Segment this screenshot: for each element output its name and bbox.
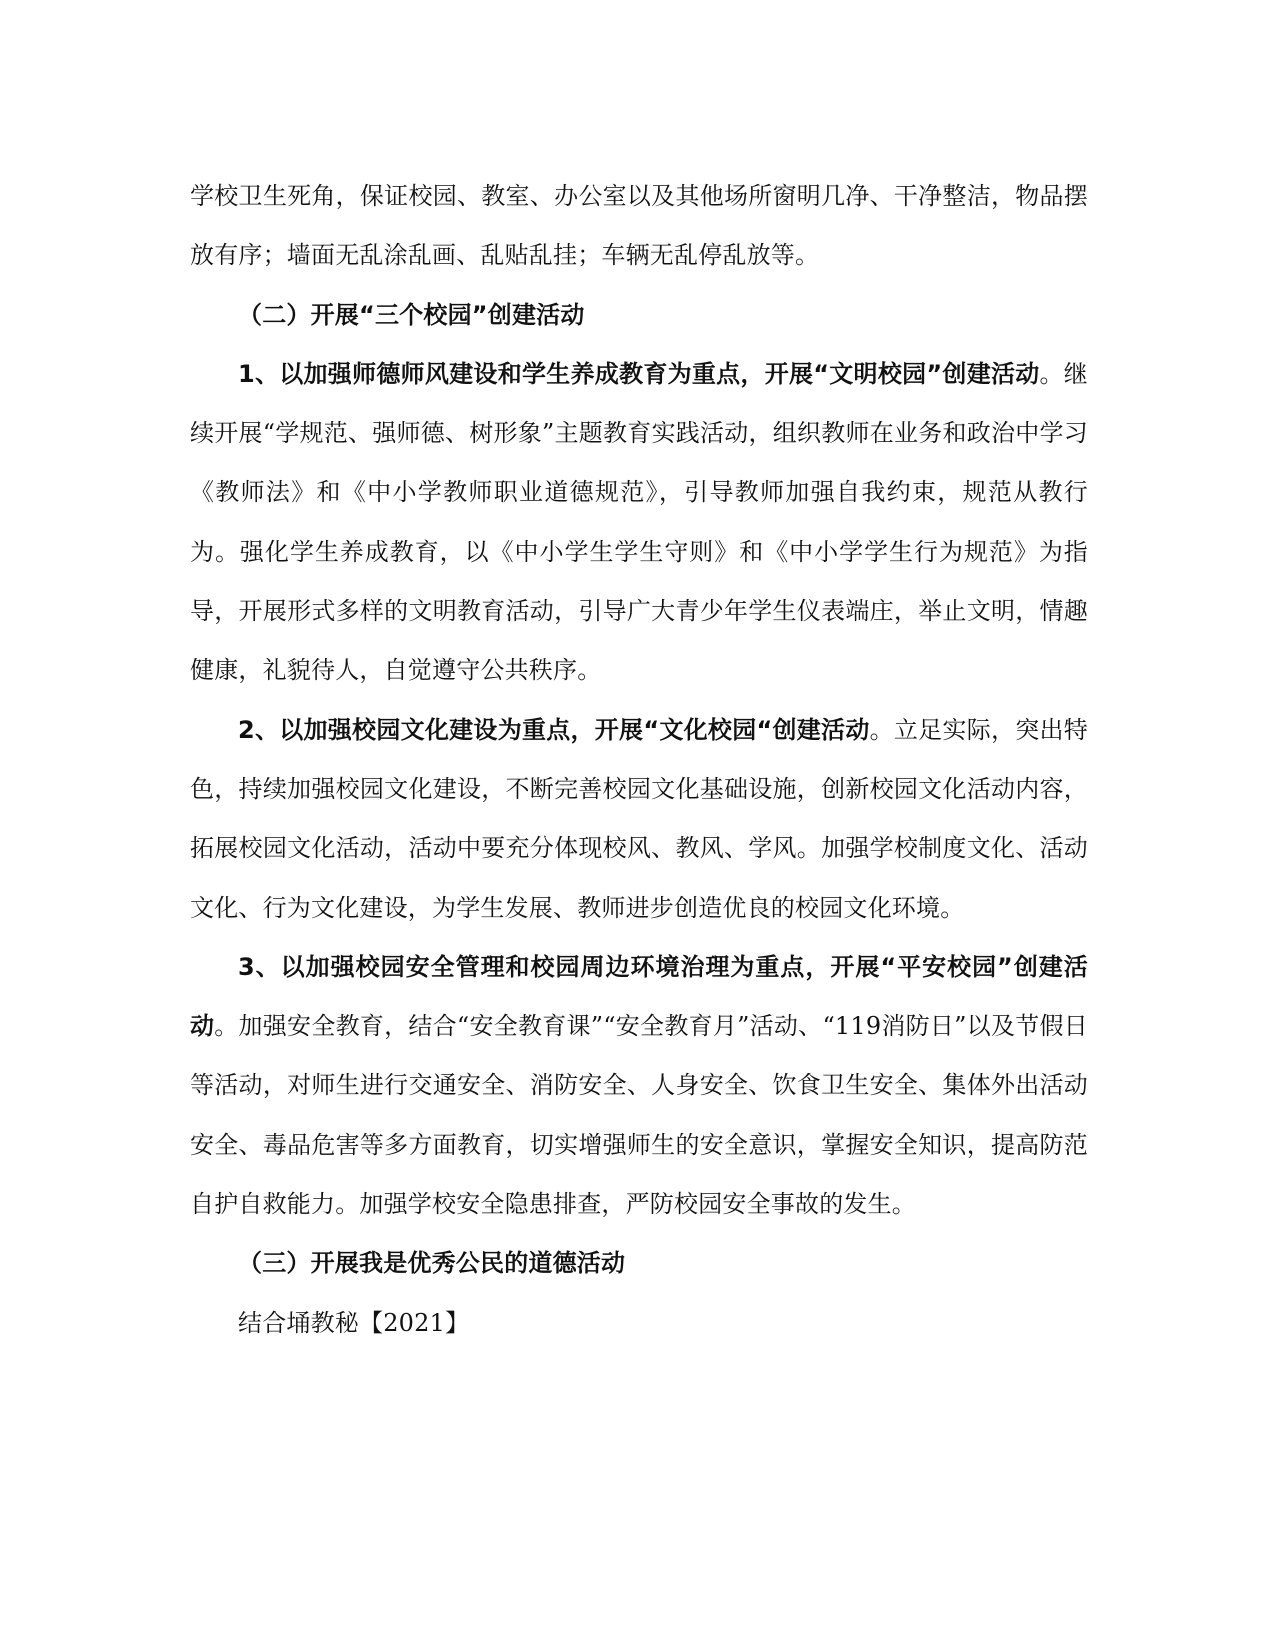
section-heading-two: （二）开展“三个校园”创建活动 bbox=[238, 300, 585, 329]
document-body bbox=[190, 167, 1088, 1353]
item-2-heading: 2、以加强校园文化建设为重点，开展“文化校园“创建活动 bbox=[238, 715, 870, 744]
item-3-body: 。加强安全教育，结合“安全教育课”“安全教育月”活动、“119消防日”以及节假日等活动，对师生进行交通安全、消防安全、人身安全、饮食卫生安全、集体外出活动安全、毒品危害等多方面教育，切实增强师生的安全意识，掌握安全知识，提高防范自护自救能力。加强学校安全隐患排查，严防校园安全事故的发生。 bbox=[190, 1012, 1088, 1219]
paragraph-last: 结合埇教秘【2021】 bbox=[238, 1308, 470, 1337]
paragraph-item-1 bbox=[190, 345, 1088, 701]
paragraph-item-3 bbox=[190, 938, 1088, 1234]
item-3-heading: 3、以加强校园安全管理和校园周边环境治理为重点，开展“平安校园”创建活动 bbox=[190, 952, 1088, 1041]
item-1-body: 。继续开展“学规范、强师德、树形象”主题教育实践活动，组织教师在业务和政治中学习《教师法》和《中小学教师职业道德规范》，引导教师加强自我约束，规范从教行为。强化学生养成教育，以《中小学生学生守则》和《中小学学生行为规范》为指导，开展形式多样的文明教育活动，引导广大青少年学生仪表端庄，举止文明，情趣健康，礼貌待人，自觉遵守公共秩序。 bbox=[190, 359, 1089, 685]
section-heading-three: （三）开展我是优秀公民的道德活动 bbox=[238, 1249, 626, 1278]
item-1-heading: 1、以加强师德师风建设和学生养成教育为重点，开展“文明校园”创建活动 bbox=[238, 359, 1040, 388]
paragraph-item-2 bbox=[190, 701, 1088, 938]
paragraph-hygiene: 学校卫生死角，保证校园、教室、办公室以及其他场所窗明几净、干净整洁，物品摆放有序；墙面无乱涂乱画、乱贴乱挂；车辆无乱停乱放等。 bbox=[190, 182, 1088, 270]
item-2-body: 。立足实际，突出特色，持续加强校园文化建设，不断完善校园文化基础设施，创新校园文化活动内容，拓展校园文化活动，活动中要充分体现校风、教风、学风。加强学校制度文化、活动文化、行为文化建设，为学生发展、教师进步创造优良的校园文化环境。 bbox=[190, 715, 1088, 922]
